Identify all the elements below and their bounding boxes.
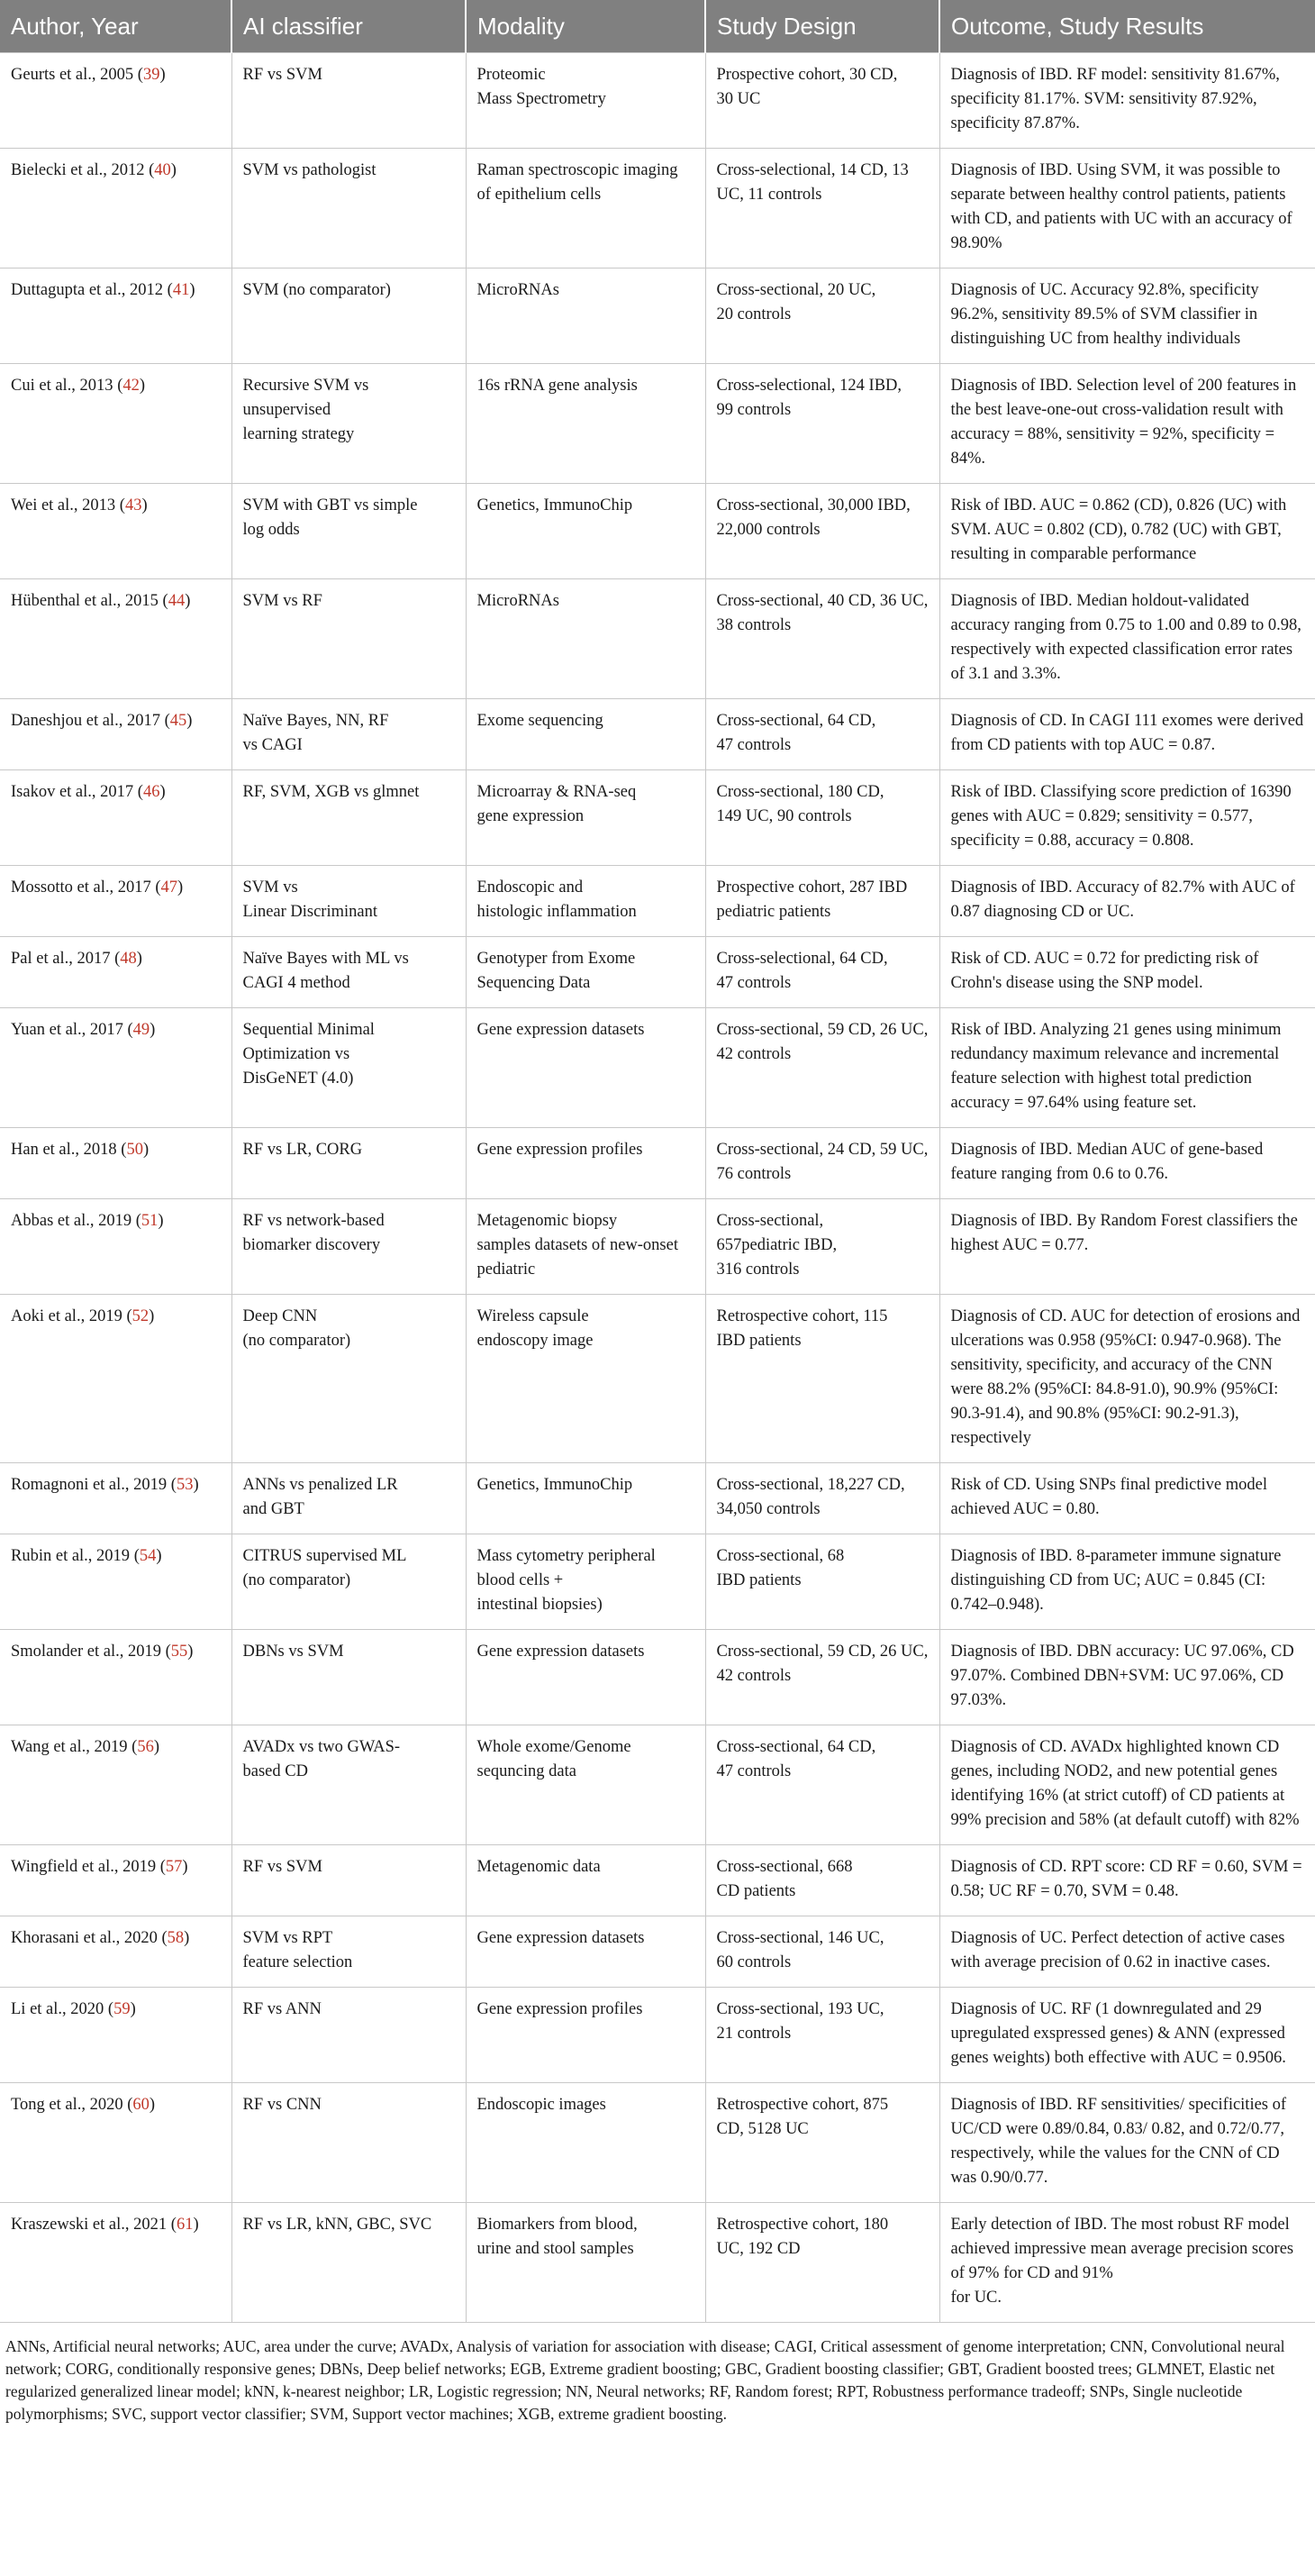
study-design-cell: Cross-sectional, 668 CD patients <box>705 1845 939 1916</box>
table-row <box>0 866 1315 937</box>
ai-classifier-cell: Naïve Bayes with ML vs CAGI 4 method <box>231 937 466 1008</box>
ai-classifier-cell: RF vs ANN <box>231 1988 466 2083</box>
study-design-cell: Cross-selectional, 124 IBD, 99 controls <box>705 364 939 484</box>
study-design-cell: Cross-sectional, 30,000 IBD, 22,000 controls <box>705 484 939 579</box>
table-row <box>0 1916 1315 1988</box>
ai-classifier-cell: SVM vs Linear Discriminant <box>231 866 466 937</box>
outcome-cell: Diagnosis of IBD. By Random Forest classifiers the highest AUC = 0.77. <box>939 1199 1315 1295</box>
table-row <box>0 484 1315 579</box>
table-row <box>0 1988 1315 2083</box>
author-year-cell: Isakov et al., 2017 (46) <box>0 770 231 866</box>
author-year-text: Wingfield et al., 2019 <box>11 1858 157 1876</box>
study-design-cell: Cross-selectional, 64 CD, 47 controls <box>705 937 939 1008</box>
table-header-row <box>0 0 1315 53</box>
ai-classifier-cell: RF vs SVM <box>231 1845 466 1916</box>
modality-cell: Gene expression datasets <box>466 1916 705 1988</box>
author-year-cell: Wang et al., 2019 (56) <box>0 1725 231 1845</box>
modality-cell: Endoscopic images <box>466 2083 705 2203</box>
modality-cell: Genetics, ImmunoChip <box>466 1463 705 1534</box>
modality-cell: Microarray & RNA-seq gene expression <box>466 770 705 866</box>
table-row <box>0 2083 1315 2203</box>
reference-link[interactable]: 54 <box>139 1547 157 1565</box>
author-year-cell: Abbas et al., 2019 (51) <box>0 1199 231 1295</box>
table-row <box>0 1630 1315 1725</box>
table-row <box>0 364 1315 484</box>
author-year-cell: Hübenthal et al., 2015 (44) <box>0 579 231 699</box>
outcome-cell: Diagnosis of CD. RPT score: CD RF = 0.60, SVM = 0.58; UC RF = 0.70, SVM = 0.48. <box>939 1845 1315 1916</box>
table-row <box>0 1725 1315 1845</box>
study-design-cell: Cross-sectional, 59 CD, 26 UC, 42 controls <box>705 1630 939 1725</box>
study-design-cell: Retrospective cohort, 115 IBD patients <box>705 1295 939 1463</box>
author-year-text: Rubin et al., 2019 <box>11 1547 131 1565</box>
author-year-text: Daneshjou et al., 2017 <box>11 712 160 730</box>
table-row <box>0 1128 1315 1199</box>
study-design-cell: Cross-sectional, 40 CD, 36 UC, 38 controls <box>705 579 939 699</box>
author-year-text: Aoki et al., 2019 <box>11 1307 122 1325</box>
author-year-cell: Geurts et al., 2005 (39) <box>0 53 231 149</box>
reference-link[interactable]: 60 <box>132 2096 150 2114</box>
ai-classifier-cell: SVM vs pathologist <box>231 149 466 269</box>
table-row <box>0 1463 1315 1534</box>
modality-cell: 16s rRNA gene analysis <box>466 364 705 484</box>
author-year-cell: Smolander et al., 2019 (55) <box>0 1630 231 1725</box>
modality-cell: Raman spectroscopic imaging of epithelium cells <box>466 149 705 269</box>
reference-link[interactable]: 48 <box>120 950 137 968</box>
outcome-cell: Diagnosis of UC. Perfect detection of active cases with average precision of 0.62 in inactive cases. <box>939 1916 1315 1988</box>
reference-link[interactable]: 39 <box>142 66 160 84</box>
author-year-cell: Duttagupta et al., 2012 (41) <box>0 269 231 364</box>
reference-link[interactable]: 50 <box>126 1141 143 1159</box>
table-row <box>0 770 1315 866</box>
study-design-cell: Cross-sectional, 24 CD, 59 UC, 76 controls <box>705 1128 939 1199</box>
study-design-cell: Cross-selectional, 14 CD, 13 UC, 11 controls <box>705 149 939 269</box>
author-year-cell: Aoki et al., 2019 (52) <box>0 1295 231 1463</box>
column-header-outcome: Outcome, Study Results <box>939 0 1315 53</box>
modality-cell: Genetics, ImmunoChip <box>466 484 705 579</box>
modality-cell: Wireless capsule endoscopy image <box>466 1295 705 1463</box>
outcome-cell: Diagnosis of IBD. Accuracy of 82.7% with AUC of 0.87 diagnosing CD or UC. <box>939 866 1315 937</box>
table-row <box>0 53 1315 149</box>
modality-cell: Endoscopic and histologic inflammation <box>466 866 705 937</box>
reference-link[interactable]: 41 <box>172 281 190 299</box>
table-row <box>0 269 1315 364</box>
ai-classifier-cell: RF vs LR, CORG <box>231 1128 466 1199</box>
modality-cell: Gene expression datasets <box>466 1008 705 1128</box>
author-year-text: Geurts et al., 2005 <box>11 66 134 84</box>
column-header-ai-classifier: AI classifier <box>231 0 466 53</box>
author-year-text: Tong et al., 2020 <box>11 2096 123 2114</box>
ai-classifier-cell: Deep CNN (no comparator) <box>231 1295 466 1463</box>
column-header-study-design: Study Design <box>705 0 939 53</box>
author-year-text: Li et al., 2020 <box>11 2000 104 2018</box>
modality-cell: Gene expression profiles <box>466 1988 705 2083</box>
outcome-cell: Diagnosis of CD. AVADx highlighted known CD genes, including NOD2, and new potential genes identifying 16% (at strict cutoff) of CD patients at 99% precision and 58% (at default cutoff) with 82% <box>939 1725 1315 1845</box>
ai-classifier-cell: RF vs network-based biomarker discovery <box>231 1199 466 1295</box>
table-footnote: ANNs, Artificial neural networks; AUC, area under the curve; AVADx, Analysis of variation for association with disease; CAGI, Critical assessment of genome interpretation; CNN, Convolutional neural network; CORG, conditionally responsive genes; DBNs, Deep belief networks; EGB, Extreme gradient boosting; GBC, Gradient boosting classifier; GBT, Gradient boosted trees; GLMNET, Elastic net regularized generalized linear model; kNN, k-nearest neighbor; LR, Logistic regression; NN, Neural networks; RF, Random forest; RPT, Robustness performance tradeoff; SNPs, Single nucleotide polymorphisms; SVC, support vector classifier; SVM, Support vector machines; XGB, extreme gradient boosting. <box>5 2337 1285 2423</box>
reference-link[interactable]: 46 <box>142 783 160 801</box>
ai-classifier-cell: SVM vs RF <box>231 579 466 699</box>
ai-classifier-cell: Naïve Bayes, NN, RF vs CAGI <box>231 699 466 770</box>
author-year-cell: Romagnoni et al., 2019 (53) <box>0 1463 231 1534</box>
reference-link[interactable]: 61 <box>176 2216 194 2234</box>
author-year-cell: Wingfield et al., 2019 (57) <box>0 1845 231 1916</box>
reference-link[interactable]: 45 <box>169 712 187 730</box>
modality-cell: MicroRNAs <box>466 269 705 364</box>
table-body <box>0 53 1315 2323</box>
author-year-cell: Cui et al., 2013 (42) <box>0 364 231 484</box>
modality-cell: Gene expression profiles <box>466 1128 705 1199</box>
author-year-text: Hübenthal et al., 2015 <box>11 592 159 610</box>
study-design-cell: Cross-sectional, 68 IBD patients <box>705 1534 939 1630</box>
reference-link[interactable]: 52 <box>132 1307 150 1325</box>
column-header-modality: Modality <box>466 0 705 53</box>
author-year-text: Pal et al., 2017 <box>11 950 111 968</box>
ai-classifier-cell: SVM (no comparator) <box>231 269 466 364</box>
study-design-cell: Cross-sectional, 193 UC, 21 controls <box>705 1988 939 2083</box>
reference-link[interactable]: 42 <box>122 377 140 395</box>
author-year-text: Yuan et al., 2017 <box>11 1021 123 1039</box>
author-year-text: Abbas et al., 2019 <box>11 1212 132 1230</box>
ai-classifier-cell: AVADx vs two GWAS- based CD <box>231 1725 466 1845</box>
table-row <box>0 1199 1315 1295</box>
reference-link[interactable]: 43 <box>124 496 142 514</box>
outcome-cell: Diagnosis of IBD. RF sensitivities/ specificities of UC/CD were 0.89/0.84, 0.83/ 0.82, and 0.72/0.77, respectively, while the values for the CNN of CD was 0.90/0.77. <box>939 2083 1315 2203</box>
outcome-cell: Diagnosis of IBD. Median holdout-validated accuracy ranging from 0.75 to 1.00 and 0.89 to 0.98, respectively with expected classification error rates of 3.1 and 3.3%. <box>939 579 1315 699</box>
reference-link[interactable]: 55 <box>170 1643 188 1661</box>
modality-cell: Gene expression datasets <box>466 1630 705 1725</box>
reference-link[interactable]: 56 <box>137 1738 154 1756</box>
study-design-cell: Cross-sectional, 64 CD, 47 controls <box>705 1725 939 1845</box>
author-year-text: Bielecki et al., 2012 <box>11 161 145 179</box>
modality-cell: Mass cytometry peripheral blood cells + intestinal biopsies) <box>466 1534 705 1630</box>
outcome-cell: Diagnosis of IBD. Using SVM, it was possible to separate between healthy control patients, patients with CD, and patients with UC with an accuracy of 98.90% <box>939 149 1315 269</box>
study-design-cell: Retrospective cohort, 180 UC, 192 CD <box>705 2203 939 2323</box>
ai-classifier-cell: Sequential Minimal Optimization vs DisGeNET (4.0) <box>231 1008 466 1128</box>
reference-link[interactable]: 40 <box>154 161 171 179</box>
ai-classifier-cell: RF vs SVM <box>231 53 466 149</box>
author-year-text: Wang et al., 2019 <box>11 1738 128 1756</box>
ai-classifier-cell: RF, SVM, XGB vs glmnet <box>231 770 466 866</box>
author-year-text: Cui et al., 2013 <box>11 377 113 395</box>
author-year-text: Han et al., 2018 <box>11 1141 117 1159</box>
table-row <box>0 149 1315 269</box>
outcome-cell: Risk of CD. Using SNPs final predictive model achieved AUC = 0.80. <box>939 1463 1315 1534</box>
study-design-cell: Cross-sectional, 146 UC, 60 controls <box>705 1916 939 1988</box>
ai-classifier-cell: SVM vs RPT feature selection <box>231 1916 466 1988</box>
modality-cell: Exome sequencing <box>466 699 705 770</box>
author-year-text: Kraszewski et al., 2021 <box>11 2216 168 2234</box>
reference-link[interactable]: 53 <box>176 1476 194 1494</box>
author-year-text: Khorasani et al., 2020 <box>11 1929 158 1947</box>
modality-cell: Metagenomic data <box>466 1845 705 1916</box>
author-year-text: Romagnoni et al., 2019 <box>11 1476 168 1494</box>
table-row <box>0 699 1315 770</box>
author-year-cell: Khorasani et al., 2020 (58) <box>0 1916 231 1988</box>
outcome-cell: Risk of CD. AUC = 0.72 for predicting risk of Crohn's disease using the SNP model. <box>939 937 1315 1008</box>
modality-cell: Genotyper from Exome Sequencing Data <box>466 937 705 1008</box>
ai-classifier-cell: CITRUS supervised ML (no comparator) <box>231 1534 466 1630</box>
modality-cell: Metagenomic biopsy samples datasets of new-onset pediatric <box>466 1199 705 1295</box>
modality-cell: Biomarkers from blood, urine and stool samples <box>466 2203 705 2323</box>
outcome-cell: Diagnosis of IBD. RF model: sensitivity 81.67%, specificity 81.17%. SVM: sensitivity 87.92%, specificity 87.87%. <box>939 53 1315 149</box>
outcome-cell: Early detection of IBD. The most robust RF model achieved impressive mean average precision scores of 97% for CD and 91% for UC. <box>939 2203 1315 2323</box>
outcome-cell: Diagnosis of UC. RF (1 downregulated and 29 upregulated exspressed genes) & ANN (expressed genes weights) both effective with AUC = 0.9506. <box>939 1988 1315 2083</box>
reference-link[interactable]: 44 <box>168 592 186 610</box>
outcome-cell: Diagnosis of IBD. 8-parameter immune signature distinguishing CD from UC; AUC = 0.845 (CI: 0.742–0.948). <box>939 1534 1315 1630</box>
author-year-cell: Li et al., 2020 (59) <box>0 1988 231 2083</box>
author-year-cell: Daneshjou et al., 2017 (45) <box>0 699 231 770</box>
table-row <box>0 1295 1315 1463</box>
table-row <box>0 1008 1315 1128</box>
table-row <box>0 579 1315 699</box>
author-year-cell: Mossotto et al., 2017 (47) <box>0 866 231 937</box>
author-year-cell: Rubin et al., 2019 (54) <box>0 1534 231 1630</box>
author-year-text: Mossotto et al., 2017 <box>11 878 151 897</box>
outcome-cell: Diagnosis of IBD. DBN accuracy: UC 97.06%, CD 97.07%. Combined DBN+SVM: UC 97.06%, CD 97.03%. <box>939 1630 1315 1725</box>
author-year-text: Wei et al., 2013 <box>11 496 116 514</box>
outcome-cell: Diagnosis of IBD. Selection level of 200 features in the best leave-one-out cross-validation result with accuracy = 88%, sensitivity = 92%, specificity = 84%. <box>939 364 1315 484</box>
ai-classifier-cell: ANNs vs penalized LR and GBT <box>231 1463 466 1534</box>
table-row <box>0 1534 1315 1630</box>
outcome-cell: Diagnosis of CD. In CAGI 111 exomes were derived from CD patients with top AUC = 0.87. <box>939 699 1315 770</box>
modality-cell: MicroRNAs <box>466 579 705 699</box>
author-year-cell: Pal et al., 2017 (48) <box>0 937 231 1008</box>
reference-link[interactable]: 51 <box>141 1212 159 1230</box>
ai-classifier-cell: SVM with GBT vs simple log odds <box>231 484 466 579</box>
study-design-cell: Cross-sectional, 59 CD, 26 UC, 42 controls <box>705 1008 939 1128</box>
ai-classifier-cell: RF vs CNN <box>231 2083 466 2203</box>
author-year-cell: Han et al., 2018 (50) <box>0 1128 231 1199</box>
outcome-cell: Risk of IBD. Classifying score prediction of 16390 genes with AUC = 0.829; sensitivity = 0.577, specificity = 0.88, accuracy = 0.808. <box>939 770 1315 866</box>
study-design-cell: Retrospective cohort, 875 CD, 5128 UC <box>705 2083 939 2203</box>
study-design-cell: Cross-sectional, 64 CD, 47 controls <box>705 699 939 770</box>
column-header-author-year: Author, Year <box>0 0 231 53</box>
study-design-cell: Cross-sectional, 657pediatric IBD, 316 controls <box>705 1199 939 1295</box>
reference-link[interactable]: 57 <box>165 1858 183 1876</box>
author-year-cell: Tong et al., 2020 (60) <box>0 2083 231 2203</box>
outcome-cell: Risk of IBD. AUC = 0.862 (CD), 0.826 (UC) with SVM. AUC = 0.802 (CD), 0.782 (UC) with GBT, resulting in comparable performance <box>939 484 1315 579</box>
modality-cell: Proteomic Mass Spectrometry <box>466 53 705 149</box>
reference-link[interactable]: 59 <box>113 2000 131 2018</box>
study-design-cell: Cross-sectional, 18,227 CD, 34,050 controls <box>705 1463 939 1534</box>
table-row <box>0 2203 1315 2323</box>
reference-link[interactable]: 47 <box>160 878 178 897</box>
study-design-cell: Cross-sectional, 180 CD, 149 UC, 90 controls <box>705 770 939 866</box>
ai-classifier-cell: RF vs LR, kNN, GBC, SVC <box>231 2203 466 2323</box>
author-year-text: Isakov et al., 2017 <box>11 783 134 801</box>
study-design-cell: Prospective cohort, 287 IBD pediatric patients <box>705 866 939 937</box>
ai-classifier-cell: Recursive SVM vs unsupervised learning strategy <box>231 364 466 484</box>
author-year-text: Smolander et al., 2019 <box>11 1643 161 1661</box>
outcome-cell: Diagnosis of UC. Accuracy 92.8%, specificity 96.2%, sensitivity 89.5% of SVM classifier in distinguishing UC from healthy individuals <box>939 269 1315 364</box>
table-row <box>0 937 1315 1008</box>
author-year-cell: Bielecki et al., 2012 (40) <box>0 149 231 269</box>
ai-classifier-cell: DBNs vs SVM <box>231 1630 466 1725</box>
author-year-cell: Kraszewski et al., 2021 (61) <box>0 2203 231 2323</box>
outcome-cell: Risk of IBD. Analyzing 21 genes using minimum redundancy maximum relevance and incremental feature selection with highest total prediction accuracy = 97.64% using feature set. <box>939 1008 1315 1128</box>
study-design-cell: Cross-sectional, 20 UC, 20 controls <box>705 269 939 364</box>
outcome-cell: Diagnosis of IBD. Median AUC of gene-based feature ranging from 0.6 to 0.76. <box>939 1128 1315 1199</box>
reference-link[interactable]: 49 <box>132 1021 150 1039</box>
study-design-cell: Prospective cohort, 30 CD, 30 UC <box>705 53 939 149</box>
author-year-text: Duttagupta et al., 2012 <box>11 281 164 299</box>
author-year-cell: Wei et al., 2013 (43) <box>0 484 231 579</box>
table-row <box>0 1845 1315 1916</box>
author-year-cell: Yuan et al., 2017 (49) <box>0 1008 231 1128</box>
modality-cell: Whole exome/Genome sequncing data <box>466 1725 705 1845</box>
outcome-cell: Diagnosis of CD. AUC for detection of erosions and ulcerations was 0.958 (95%CI: 0.947-0.968). The sensitivity, specificity, and accuracy of the CNN were 88.2% (95%CI: 84.8-91.0), 90.9% (95%CI: 90.3-91.4), and 90.8% (95%CI: 90.2-91.3), respectively <box>939 1295 1315 1463</box>
reference-link[interactable]: 58 <box>167 1929 185 1947</box>
